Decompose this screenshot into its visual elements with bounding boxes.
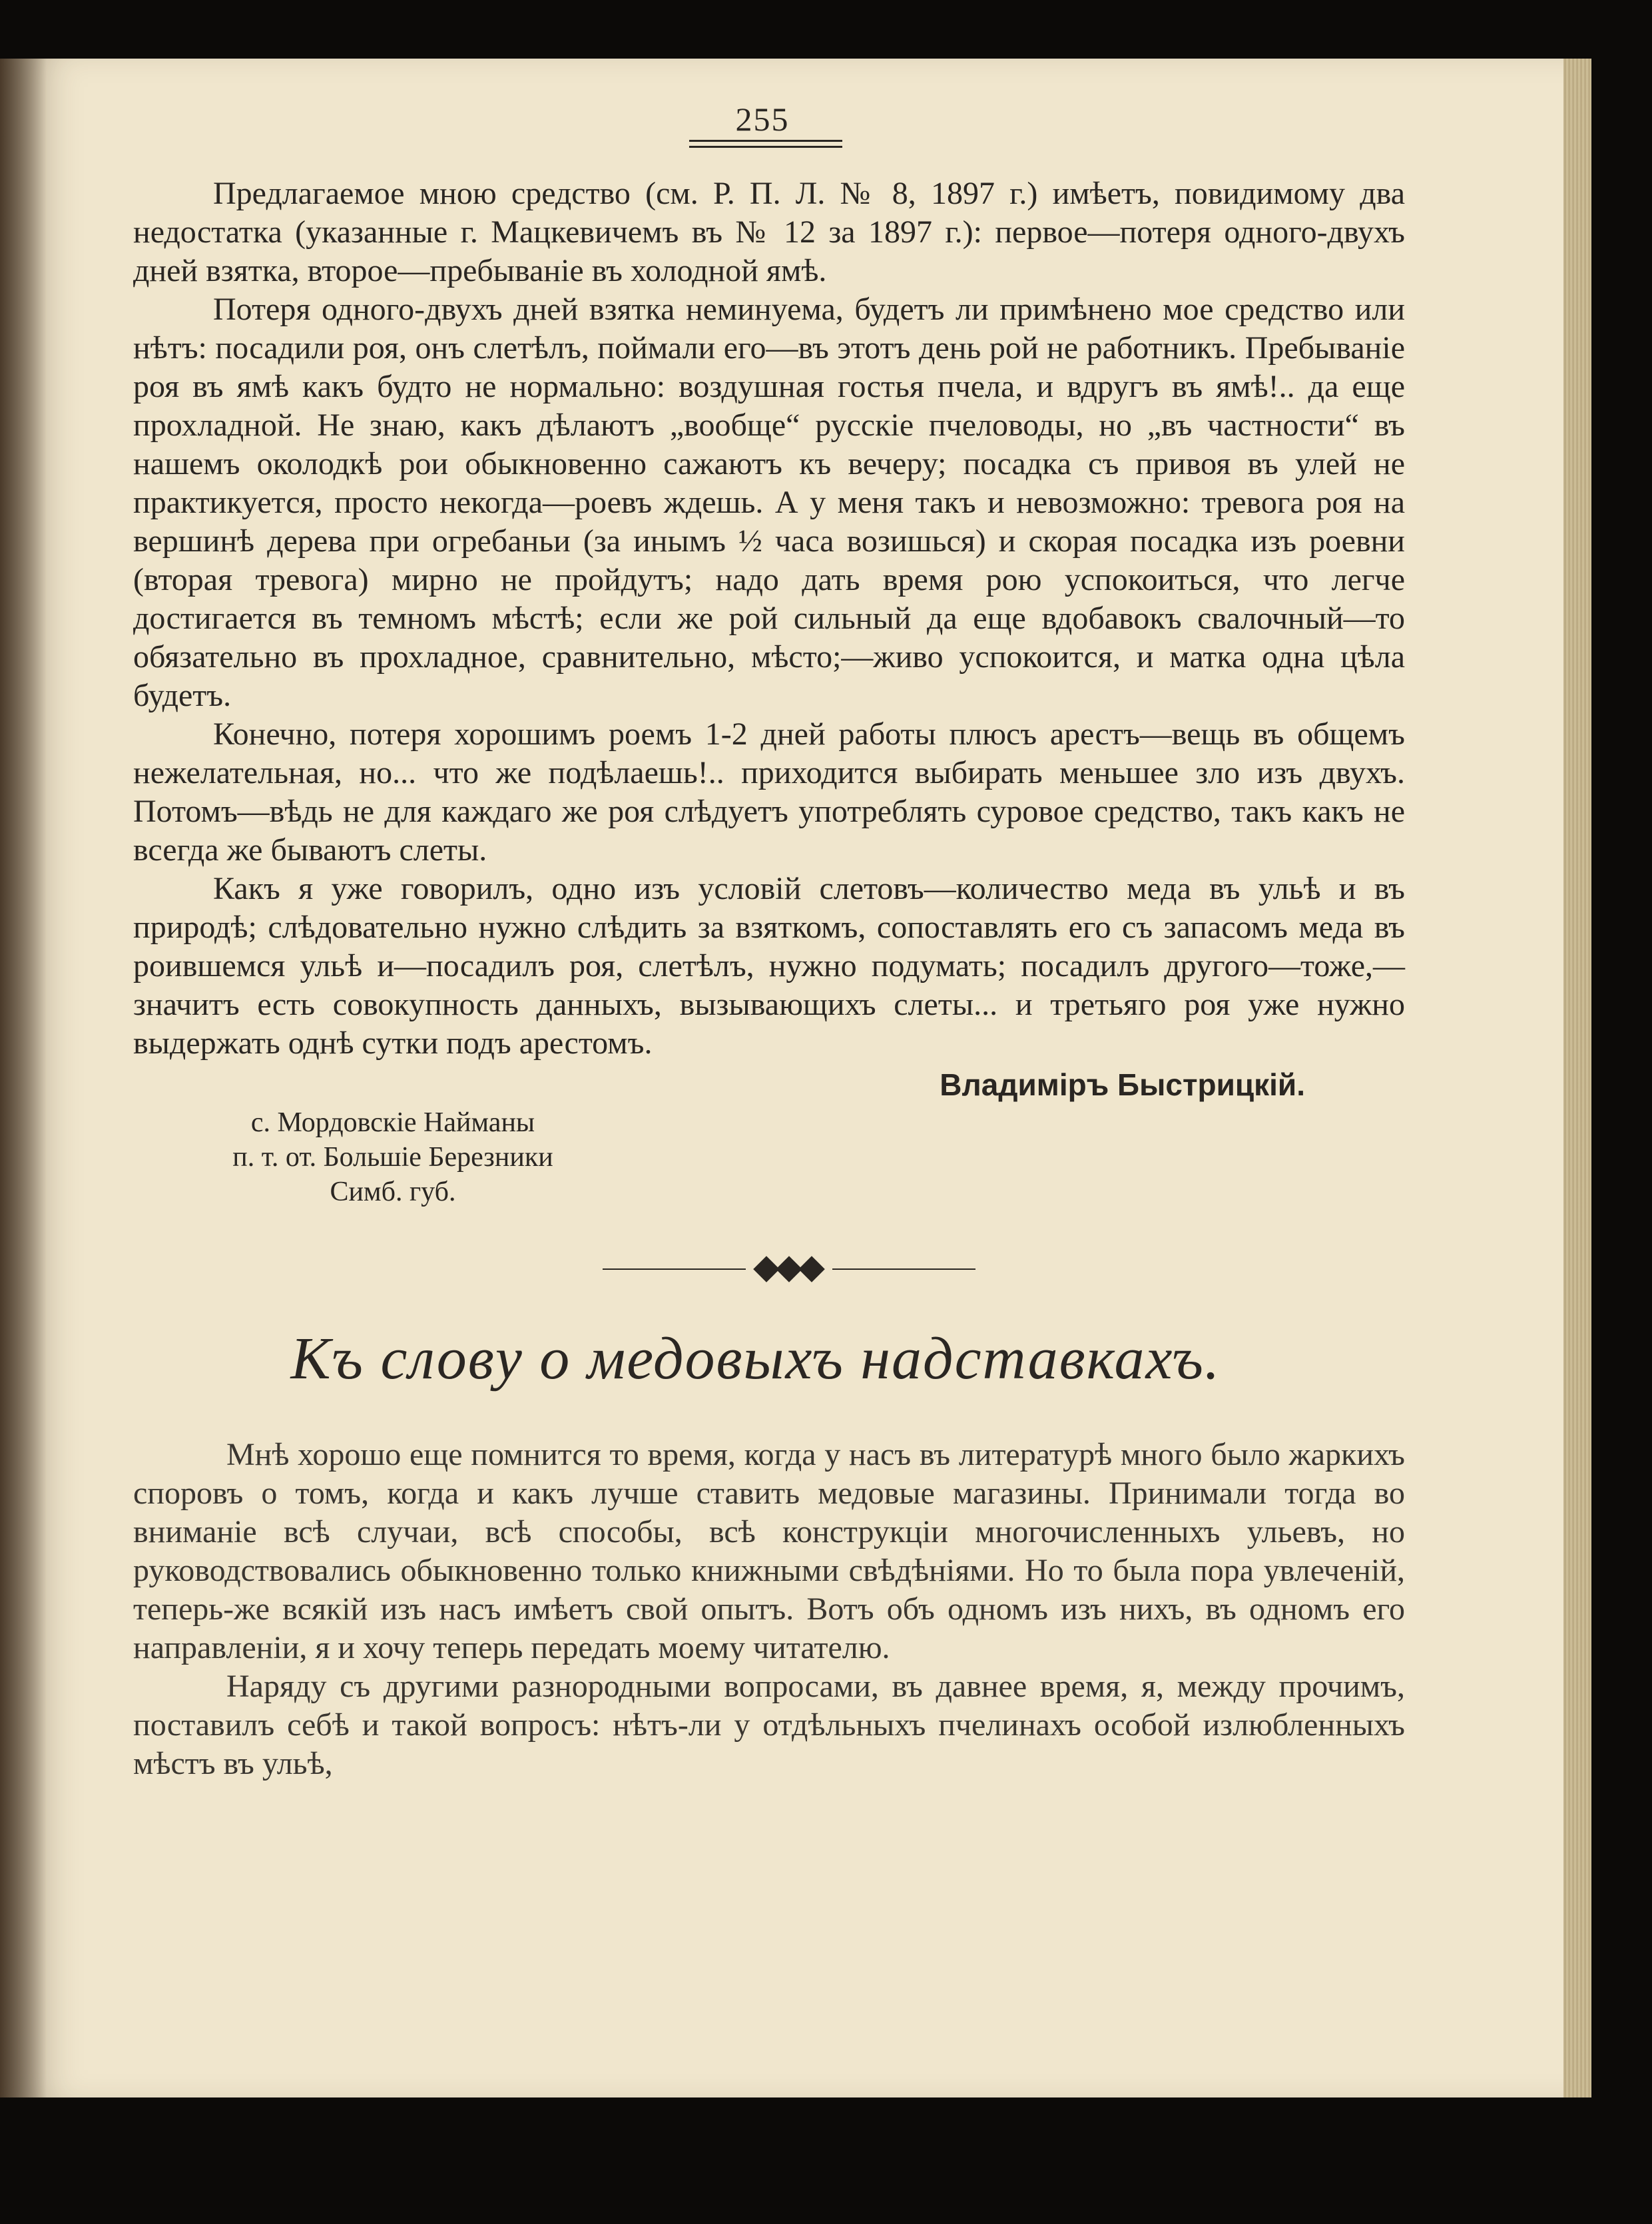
article-title: Къ слову о медовыхъ надставкахъ. bbox=[290, 1326, 1221, 1392]
page-number-rule bbox=[689, 140, 842, 148]
paragraph: Потеря одного-двухъ дней взятка неминуема, будетъ ли примѣнено мое средство или нѣтъ: посадили роя, онъ слетѣлъ, поймали его—въ этотъ день рой не работникъ. Пребываніе роя въ ямѣ какъ будто не нормально: воздушная гостья пчела, и вдругъ въ ямѣ!.. да еще прохладной. Не знаю, какъ дѣлаютъ „вообще“ русскіе пчеловоды, но „въ частности“ въ нашемъ околодкѣ рои обыкновенно сажаютъ къ вечеру; посадка съ привоя въ улей не практикуется, просто некогда—роевъ ждешь. А у меня такъ и невозможно: тревога роя на вершинѣ дерева при огребаньи (за инымъ ½ часа возишься) и скорая посадка изъ роевни (вторая тревога) мирно не пройдутъ; надо дать время рою успокоиться, что легче достигается въ темномъ мѣстѣ; если же рой сильный да еще вдобавокъ свалочный—то обязательно въ прохладное, сравнительно, мѣсто;—живо успокоится, и матка одна цѣла будетъ. bbox=[133, 292, 1405, 713]
article-1 bbox=[133, 174, 1405, 1063]
page-content bbox=[133, 100, 1405, 1783]
binding-shadow bbox=[0, 59, 47, 2097]
author-signature: Владиміръ Быстрицкій. bbox=[940, 1067, 1305, 1102]
paragraph: Предлагаемое мною средство (см. Р. П. Л. № 8, 1897 г.) имѣетъ, повидимому два недостатка (указанные г. Мацкевичемъ въ № 12 за 1897 г.): первое—потеря одного-двухъ дней взятка, второе—пребываніе въ холодной ямѣ. bbox=[133, 176, 1405, 288]
address-line: с. Мордовскіе Найманы bbox=[250, 1107, 535, 1138]
paragraph: Какъ я уже говорилъ, одно изъ условій слетовъ—количество меда въ ульѣ и въ природѣ; слѣдовательно нужно слѣдить за взяткомъ, сопоставлять его съ запасомъ меда въ роившемся ульѣ и—посадилъ роя, слетѣлъ, нужно подумать; посадилъ другого—тоже,—значитъ есть совокупность данныхъ, вызывающихъ слеты... и третьяго роя уже нужно выдержать однѣ сутки подъ арестомъ. bbox=[133, 871, 1405, 1061]
address-line: Симб. губ. bbox=[330, 1177, 456, 1207]
author-address bbox=[180, 1105, 1405, 1209]
paragraph: Конечно, потеря хорошимъ роемъ 1-2 дней работы плюсъ арестъ—вещь въ общемъ нежелательная, но... что же подѣлаешь!.. приходится выбирать меньшее зло изъ двухъ. Потомъ—вѣдь не для каждаго же роя слѣдуетъ употреблять суровое средство, такъ какъ не всегда же бываютъ слеты. bbox=[133, 716, 1405, 868]
section-divider-ornament bbox=[603, 1256, 975, 1282]
page-edge bbox=[1563, 59, 1591, 2097]
page-number: 255 bbox=[735, 101, 790, 138]
address-line: п. т. от. Большіе Березники bbox=[232, 1142, 553, 1173]
paragraph: Мнѣ хорошо еще помнится то время, когда у насъ въ литературѣ много было жаркихъ споровъ о томъ, когда и какъ лучше ставить медовые магазины. Принимали тогда во вниманіе всѣ случаи, всѣ способы, всѣ конструкціи многочисленныхъ ульевъ, но руководствовались обыкновенно только книжными свѣдѣніями. Но то была пора увлеченій, теперь-же всякій изъ насъ имѣетъ свой опытъ. Вотъ объ одномъ изъ нихъ, въ одномъ его направленіи, я и хочу теперь передать моему читателю. bbox=[133, 1437, 1405, 1665]
article-2 bbox=[133, 1436, 1405, 1783]
paragraph: Наряду съ другими разнородными вопросами, въ давнее время, я, между прочимъ, поставилъ себѣ и такой вопросъ: нѣтъ-ли у отдѣльныхъ пчелинахъ особой излюбленныхъ мѣстъ въ ульѣ, bbox=[133, 1669, 1405, 1781]
